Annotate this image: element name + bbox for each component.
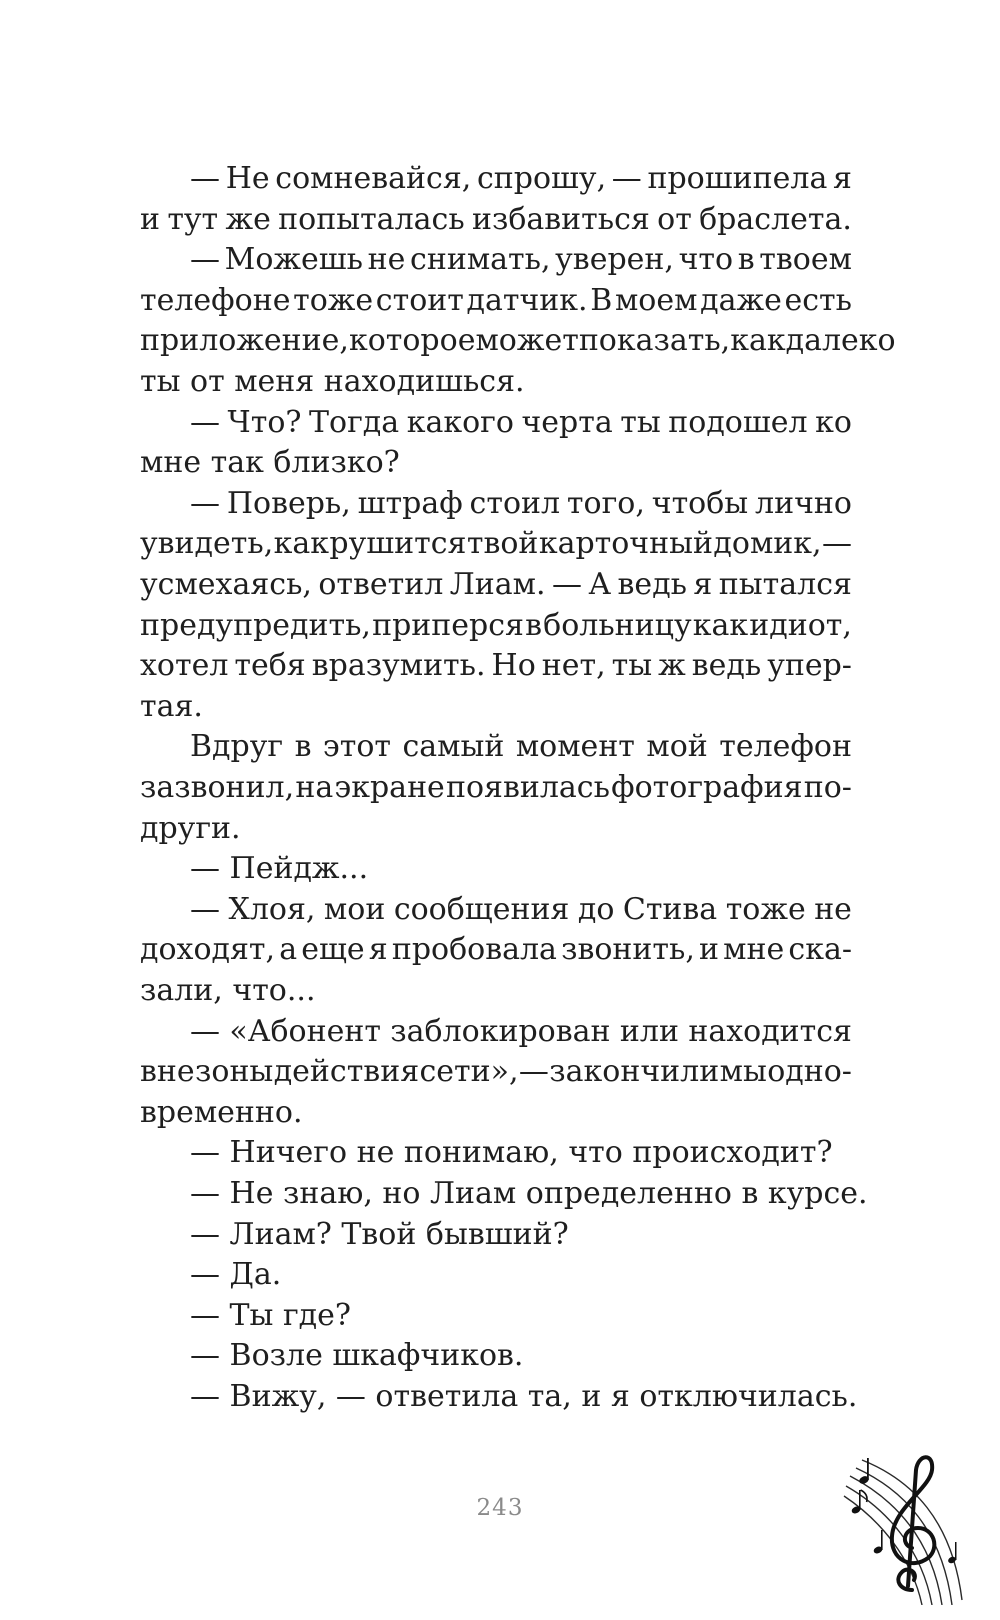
text-line: — Лиам? Твой бывший? — [190, 1216, 569, 1252]
text-line: Вдруг в этот самый момент мой телефон — [190, 729, 852, 765]
text-line: мне так близко? — [140, 445, 400, 481]
text-line: предупредить, приперся в больницу как идиот, — [140, 607, 852, 643]
text-line: и тут же попыталась избавиться от браслета. — [140, 201, 852, 237]
text-line: — Поверь, штраф стоил того, чтобы лично — [190, 485, 852, 521]
text-line: тая. — [140, 688, 203, 724]
text-line: — Что? Тогда какого черта ты подошел ко — [190, 404, 852, 440]
text-line: други. — [140, 810, 241, 846]
text-line: временно. — [140, 1094, 303, 1130]
text-line: усмехаясь, ответил Лиам. — А ведь я пытался — [140, 567, 852, 602]
text-line: вне зоны действия сети», — закончили мы одно- — [140, 1054, 852, 1090]
text-line: приложение, которое может показать, как далеко — [140, 323, 896, 359]
text-line: зазвонил, на экране появилась фотография по- — [140, 770, 852, 805]
text-line: — Да. — [190, 1257, 282, 1293]
text-line: — Можешь не снимать, уверен, что в твоем — [190, 242, 852, 278]
text-line: увидеть, как рушится твой карточный домик, — — [140, 526, 852, 562]
text-line: — Не сомневайся, спрошу, — прошипела я — [190, 161, 852, 196]
text-line: — Не знаю, но Лиам определенно в курсе. — [190, 1176, 868, 1211]
text-line: — Вижу, — ответила та, и я отключилась. — [190, 1379, 858, 1414]
text-line: — Пейдж... — [190, 851, 369, 887]
text-line: — «Абонент заблокирован или находится — [190, 1013, 852, 1049]
text-line: ты от меня находишься. — [140, 364, 525, 399]
text-line: телефоне тоже стоит датчик. В моем даже есть — [140, 282, 852, 318]
page-number: 243 — [476, 1495, 524, 1521]
text-line: доходят, а еще я пробовала звонить, и мне ска- — [140, 932, 852, 968]
text-line: — Возле шкафчиков. — [190, 1338, 524, 1374]
text-line: хотел тебя вразумить. Но нет, ты ж ведь упер- — [140, 648, 852, 684]
treble-clef-music-notes-icon — [842, 1440, 972, 1605]
text-line: — Ничего не понимаю, что происходит? — [190, 1135, 833, 1171]
text-line: зали, что... — [140, 973, 316, 1008]
text-line: — Ты где? — [190, 1297, 351, 1333]
text-line: — Хлоя, мои сообщения до Стива тоже не — [190, 891, 852, 927]
